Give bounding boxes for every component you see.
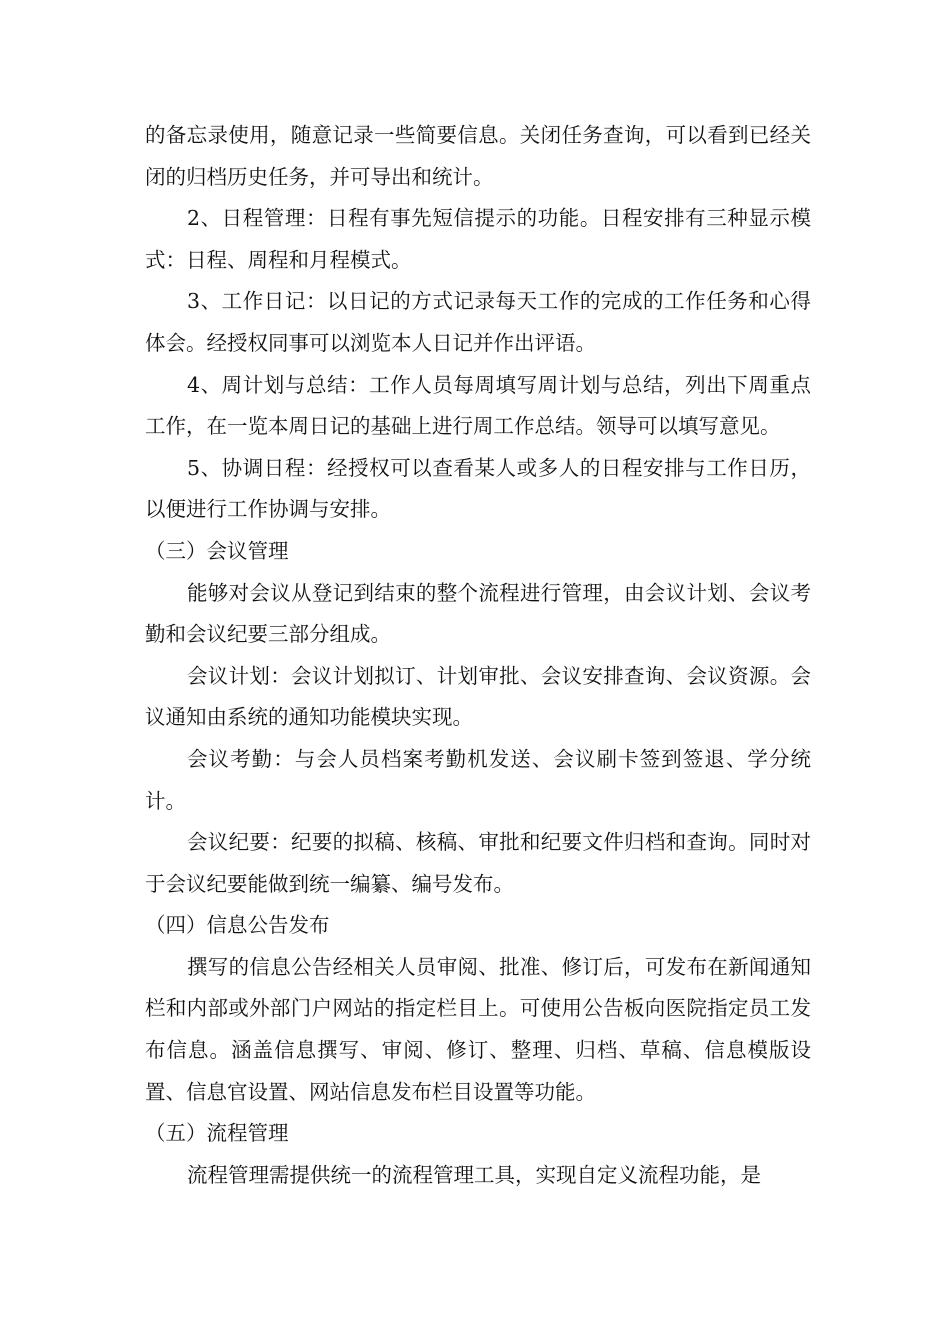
paragraph-coordinate-schedule: 5、协调日程：经授权可以查看某人或多人的日程安排与工作日历，以便进行工作协调与安排。 [145, 455, 811, 522]
document-page [145, 115, 811, 1196]
paragraph-schedule-management: 2、日程管理：日程有事先短信提示的功能。日程安排有三种显示模式：日程、周程和月程模式。 [145, 206, 811, 272]
section-heading-info-announcement: （四）信息公告发布 [145, 913, 330, 938]
paragraph-meeting-attendance: 会议考勤：与会人员档案考勤机发送、会议刷卡签到签退、学分统计。 [145, 746, 811, 813]
paragraph-info-announcement: 撰写的信息公告经相关人员审阅、批准、修订后，可发布在新闻通知栏和内部或外部门户网站的指定栏目上。可使用公告板向医院指定员工发布信息。涵盖信息撰写、审阅、修订、整理、归档、草稿、信息模版设置、信息官设置、网站信息发布栏目设置等功能。 [145, 954, 811, 1104]
paragraph-meeting-minutes: 会议纪要：纪要的拟稿、核稿、审批和纪要文件归档和查询。同时对于会议纪要能做到统一编纂、编号发布。 [145, 830, 811, 896]
paragraph-work-diary: 3、工作日记：以日记的方式记录每天工作的完成的工作任务和心得体会。经授权同事可以浏览本人日记并作出评语。 [145, 289, 811, 355]
section-heading-process-management: （五）流程管理 [145, 1121, 289, 1146]
section-heading-meeting-management: （三）会议管理 [145, 538, 289, 563]
paragraph-process-management: 流程管理需提供统一的流程管理工具，实现自定义流程功能，是 [187, 1162, 761, 1187]
paragraph-meeting-plan: 会议计划：会议计划拟订、计划审批、会议安排查询、会议资源。会议通知由系统的通知功能模块实现。 [145, 663, 811, 730]
paragraph-meeting-overview: 能够对会议从登记到结束的整个流程进行管理，由会议计划、会议考勤和会议纪要三部分组成。 [145, 580, 811, 647]
paragraph-continuation: 的备忘录使用，随意记录一些简要信息。关闭任务查询，可以看到已经关闭的归档历史任务，并可导出和统计。 [145, 123, 811, 189]
paragraph-weekly-plan: 4、周计划与总结：工作人员每周填写周计划与总结，列出下周重点工作，在一览本周日记的基础上进行周工作总结。领导可以填写意见。 [145, 372, 811, 439]
